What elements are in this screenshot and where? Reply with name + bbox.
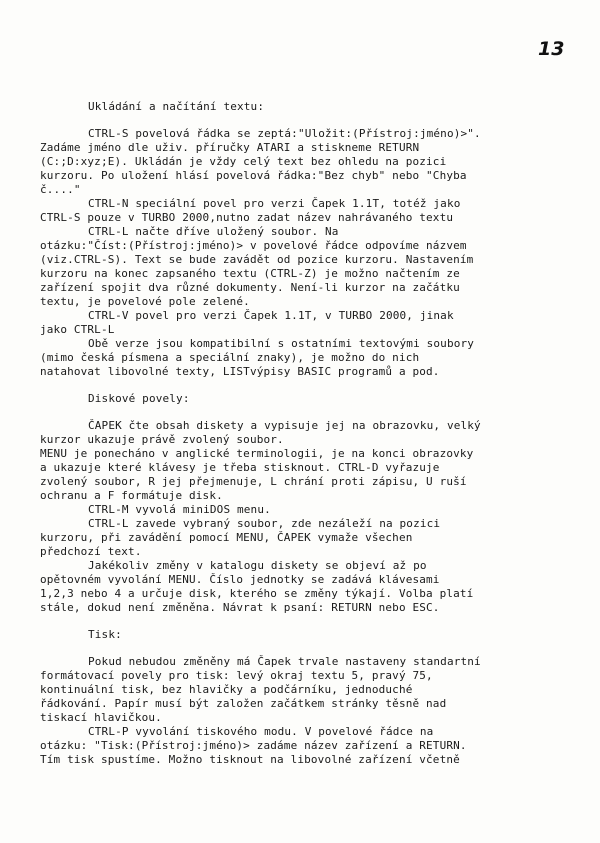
page-number: 13 bbox=[538, 38, 565, 60]
text-line: CTRL-S povelová řádka se zeptá:"Uložit:(Přístroj:jméno)>". bbox=[88, 127, 481, 140]
section-heading-print: Tisk: bbox=[88, 628, 122, 641]
text-line: kontinuální tisk, bez hlavičky a podčárníku, jednoduché bbox=[40, 683, 413, 696]
text-line: řádkování. Papír musí být založen začátkem stránky těsně nad bbox=[40, 697, 447, 710]
text-line: zařízení spojit dva různé dokumenty. Není-li kurzor na začátku bbox=[40, 281, 460, 294]
text-line: zvolený soubor, R jej přejmenuje, L chrání proti zápisu, U ruší bbox=[40, 475, 467, 488]
text-line: kurzor ukazuje právě zvolený soubor. bbox=[40, 433, 284, 446]
text-line: č...." bbox=[40, 183, 81, 196]
text-line: (mimo česká písmena a speciální znaky), je možno do nich bbox=[40, 351, 420, 364]
text-line: jako CTRL-L bbox=[40, 323, 115, 336]
text-line: MENU je ponecháno v anglické terminologii, je na konci obrazovky bbox=[40, 447, 474, 460]
text-line: otázku:"Číst:(Přístroj:jméno)> v povelové řádce odpovíme názvem bbox=[40, 239, 467, 252]
text-line: kurzoru na konec zapsaného textu (CTRL-Z) je možno načtením ze bbox=[40, 267, 460, 280]
text-line: CTRL-P vyvolání tiskového modu. V povelové řádce na bbox=[88, 725, 434, 738]
text-line: Jakékoliv změny v katalogu diskety se objeví až po bbox=[88, 559, 427, 572]
text-line: ochranu a F formátuje disk. bbox=[40, 489, 223, 502]
text-line: CTRL-V povel pro verzi Čapek 1.1T, v TURBO 2000, jinak bbox=[88, 309, 454, 322]
section-heading-save-load: Ukládání a načítání textu: bbox=[88, 100, 265, 113]
text-line: (viz.CTRL-S). Text se bude zavádět od pozice kurzoru. Nastavením bbox=[40, 253, 474, 266]
text-line: CTRL-M vyvolá miniDOS menu. bbox=[88, 503, 271, 516]
text-line: Obě verze jsou kompatibilní s ostatními textovými soubory bbox=[88, 337, 475, 350]
text-line: natahovat libovolné texty, LISTvýpisy BASIC programů a pod. bbox=[40, 365, 440, 378]
text-line: 1,2,3 nebo 4 a určuje disk, kterého se změny týkají. Volba platí bbox=[40, 587, 474, 600]
text-line: opětovném vyvolání MENU. Číslo jednotky se zadává klávesami bbox=[40, 573, 440, 586]
text-line: Tím tisk spustíme. Možno tisknout na libovolné zařízení včetně bbox=[40, 753, 460, 766]
text-line: Pokud nebudou změněny má Čapek trvale nastaveny standartní bbox=[88, 655, 481, 668]
text-line: kurzoru. Po uložení hlásí povelová řádka:"Bez chyb" nebo "Chyba bbox=[40, 169, 467, 182]
text-line: tiskací hlavičkou. bbox=[40, 711, 162, 724]
text-line: předchozí text. bbox=[40, 545, 142, 558]
text-line: a ukazuje které klávesy je třeba stisknout. CTRL-D vyřazuje bbox=[40, 461, 440, 474]
text-line: stále, dokud není změněna. Návrat k psaní: RETURN nebo ESC. bbox=[40, 601, 440, 614]
text-line: kurzoru, při zavádění pomocí MENU, ČAPEK vymaže všechen bbox=[40, 531, 413, 544]
text-line: CTRL-L načte dříve uložený soubor. Na bbox=[88, 225, 339, 238]
text-line: CTRL-N speciální povel pro verzi Čapek 1.1T, totéž jako bbox=[88, 197, 461, 210]
text-line: (C:;D:xyz;E). Ukládán je vždy celý text bez ohledu na pozici bbox=[40, 155, 447, 168]
text-line: textu, je povelové pole zelené. bbox=[40, 295, 250, 308]
text-line: Zadáme jméno dle uživ. příručky ATARI a stiskneme RETURN bbox=[40, 141, 420, 154]
text-line: otázku: "Tisk:(Přístroj:jméno)> zadáme název zařízení a RETURN. bbox=[40, 739, 467, 752]
text-line: CTRL-S pouze v TURBO 2000,nutno zadat název nahrávaného textu bbox=[40, 211, 454, 224]
text-line: ČAPEK čte obsah diskety a vypisuje jej na obrazovku, velký bbox=[88, 419, 481, 432]
text-line: formátovací povely pro tisk: levý okraj textu 5, pravý 75, bbox=[40, 669, 433, 682]
section-heading-disk: Diskové povely: bbox=[88, 392, 190, 405]
text-line: CTRL-L zavede vybraný soubor, zde nezáleží na pozici bbox=[88, 517, 441, 530]
